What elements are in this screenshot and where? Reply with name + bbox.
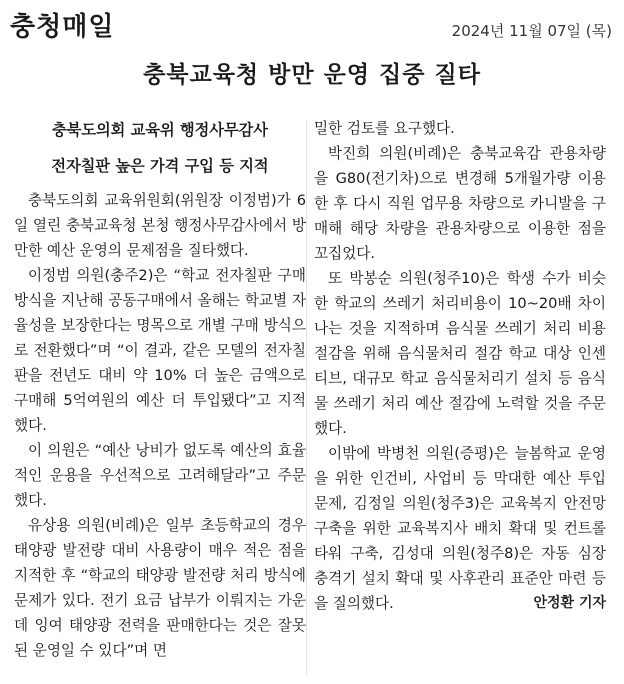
- article-headline: 충북교육청 방만 운영 집중 질타: [143, 61, 481, 88]
- article-column-right: [314, 116, 606, 616]
- subheadline-2: 전자칠판 높은 가격 구입 등 지적: [51, 157, 269, 175]
- body-paragraph: 유상용 의원(비례)은 일부 초등학교의 경우 태양광 발전량 대비 사용량이 매우 적은 점을 지적한 후 “학교의 태양광 발전량 처리 방식에 문제가 있다. 전기 요금 납부가 이뤄지는 가운데 잉여 태양광 전력을 판매한다는 것은 잘못된 운영일 수 있다”며 면: [14, 517, 306, 659]
- article-column-left: [14, 116, 306, 663]
- body-paragraph: 충북도의회 교육위원회(위원장 이정범)가 6일 열린 충북교육청 본청 행정사무감사에서 방만한 예산 운영의 문제점을 질타했다.: [14, 192, 306, 259]
- column-divider: [306, 120, 307, 675]
- publication-date: 2024년 11월 07일 (목): [451, 22, 612, 40]
- body-paragraph: 또 박봉순 의원(청주10)은 학생 수가 비슷한 학교의 쓰레기 처리비용이 10~20배 차이 나는 것을 지적하며 음식물 쓰레기 처리 비용 절감을 위해 음식물처리 절감 학교 대상 인센티브, 대규모 학교 음식물처리기 설치 등 음식물 쓰레기 처리 예산 절감에 노력할 것을 주문했다.: [314, 270, 606, 437]
- body-paragraph-continued: 밀한 검토를 요구했다.: [314, 120, 455, 137]
- subheadline-1: 충북도의회 교육위 행정사무감사: [52, 121, 268, 139]
- body-paragraph: 이 의원은 “예산 낭비가 없도록 예산의 효율적인 운용을 우선적으로 고려해달라”고 주문했다.: [14, 442, 306, 509]
- body-paragraph: 박진희 의원(비례)은 충북교육감 관용차량을 G80(전기차)으로 변경해 5개월가량 이용한 후 다시 직원 업무용 차량으로 카니발을 구매해 해당 차량을 관용차량으로 이용한 점을 꼬집었다.: [314, 145, 606, 262]
- body-paragraph: 이밖에 박병천 의원(증평)은 늘봄학교 운영을 위한 인건비, 사업비 등 막대한 예산 투입 문제, 김정일 의원(청주3)은 교육복지 안전망 구축을 위한 교육복지사 배치 확대 및 컨트롤타워 구축, 김성대 의원(청주8)은 자동 심장 충격기 설치 확대 및 사후관리 표준안 마련 등을 질의했다.: [314, 445, 606, 612]
- masthead-logo: 충청매일: [10, 12, 115, 42]
- body-paragraph: 이정범 의원(충주2)은 “학교 전자칠판 구매 방식을 지난해 공동구매에서 올해는 학교별 자율성을 보장한다는 명목으로 개별 구매 방식으로 전환했다”며 “이 결과, 같은 모델의 전자칠판을 전년도 대비 약 10% 더 높은 금액으로 구매해 5억여원의 예산 더 투입됐다”고 지적했다.: [14, 267, 306, 434]
- reporter-byline: 안정환 기자: [533, 595, 606, 611]
